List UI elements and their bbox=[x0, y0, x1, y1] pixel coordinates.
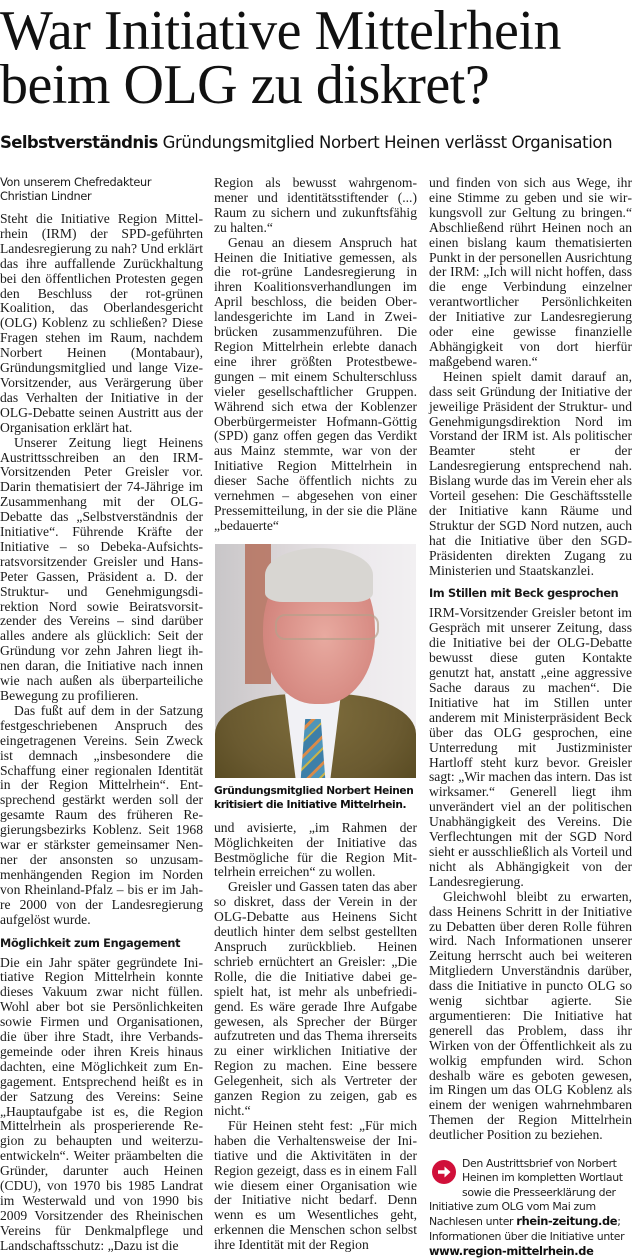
paragraph: und finden von sich aus Wege, ihr eine Stimme zu geben und sie wirkungsvoll zur Geltung zu bringen.“ Abschließend rührt Heinen noch an einen bislang kaum thematisierten Punkt in der personellen Ausrichtung der IRM: „Ich will nicht hoffen, dass die enge Verbindung einzelner verantwortlicher Persönlichkeiten der Initiative zur Landesregierung oder eine gewisse finanzielle Abhängigkeit von dort hierfür maßgebend waren.“ bbox=[429, 175, 632, 369]
subheadline-text: Gründungsmitglied Norbert Heinen verlässt Organisation bbox=[162, 133, 613, 152]
paragraph: Für Heinen steht fest: „Für mich haben die Verhaltensweise der Initiative und die Aktivitäten in der Region gezeigt, dass es in einem Fall wie diesem einer Organisation wie der Initiative nicht bedarf. Denn wenn es um Wesentliches geht, erkennen die Menschen schon selbst ihre Identität mit der Region bbox=[214, 1117, 417, 1253]
paragraph: Gleichwohl bleibt zu erwarten, dass Heinens Schritt in der Initiative zu Debatten über deren Rolle führen wird. Nach Informationen unserer Zeitung herrscht auch bei weiteren Mitgliedern Unverständnis darüber, dass die Initiative in puncto OLG so wenig sichtbar agierte. Sie argumentieren: Die Initiative hat generell das Problem, dass ihr Wirken von der Öffentlichkeit als zu wolkig empfunden wird. Schon deshalb wäre es geboten gewesen, im Ringen um das OLG Koblenz als einem der wenigen wahrnehmbaren Themen der Region Mittelrhein deutlicher Position zu beziehen. bbox=[429, 888, 632, 1143]
arrow-right-circle-icon bbox=[432, 1160, 456, 1184]
kicker: Selbstverständnis bbox=[0, 133, 158, 152]
column-3 bbox=[429, 176, 632, 1259]
portrait-photo bbox=[215, 544, 416, 778]
section-subhead: Möglichkeit zum Engagement bbox=[0, 936, 181, 950]
photo-caption: Gründungsmitglied Norbert Heinen kritisiert die Initiative Mittelrhein. bbox=[214, 784, 414, 811]
headline-line-1: War Initiative Mittelrhein bbox=[0, 0, 561, 62]
byline-role: Von unserem Chefredakteur bbox=[0, 176, 152, 189]
link-region-mittelrhein[interactable]: www.region-mittelrhein.de bbox=[429, 1243, 594, 1258]
column-2 bbox=[214, 176, 417, 1253]
paragraph: Das fußt auf dem in der Satzung festgeschriebenen Anspruch des eingetragenen Vereins. Sein Zweck ist demnach „insbesondere die Schaffung einer regionalen Identität in der Region Mittelrhein“. Entsprechend gestärkt werden soll der gesamte Raum des früheren Regierungsbezirks Koblenz. Seit 1968 war er stärkster gemeinsamer Nenner der ansonsten so unzusammenhängenden Region im Norden von Rheinland-Pfalz – bis er im Jahre 2000 von der Landesregierung aufgelöst wurde. bbox=[0, 702, 203, 927]
link-rhein-zeitung[interactable]: rhein-zeitung.de bbox=[516, 1214, 618, 1229]
paragraph: Heinen spielt damit darauf an, dass seit Gründung der Initiative der jeweilige Präsident der Struktur- und Genehmigungsdirektion Nord im Vorstand der IRM ist. Als politischer Beamter steht er der Landesregierung entsprechend nah. Bislang wurde das im Verein eher als Vorteil gesehen: Die Geschäftsstelle der Initiative kann Räume und Struktur der SGD Nord nutzen, auch hat die Initiative über den SGD-Präsidenten direkten Zugang zu Ministerien und Staatskanzlei. bbox=[429, 368, 632, 578]
paragraph: Unserer Zeitung liegt Heinens Austrittsschreiben an den IRM-Vorsitzenden Peter Greisler vor. Darin thematisiert der 74-Jährige im Zusammenhang mit der OLG-Debatte das „Selbstverständnis der Initiative“. Führende Kräfte der Initiative – so Debeka-Aufsichtsratsvorsitzender Greisler und Hans-Peter Gassen, Präsident a. D. der Struktur- und Genehmigungsdirektion Nord sowie Beiratsvorsitzender des Vereins – sind darüber alles andere als glücklich: Seit der Gründung vor zehn Jahren liegt ihnen daran, die Initiative nach innen wie nach außen als überparteiliche Bewegung zu profilieren. bbox=[0, 434, 203, 703]
info-text: Den Austrittsbrief von Norbert Heinen im kompletten Wortlaut sowie die Presseerklärung der Initiative zum OLG vom Mai zum Nachlesen unter bbox=[429, 1157, 623, 1229]
paragraph: IRM-Vorsitzender Greisler betont im Gespräch mit unserer Zeitung, dass die Initiative bei der OLG-Debatte bewusst diese guten Kontakte genutzt hat, anstatt „eine aggressive Sache daraus zu machen“. Die Initiative hat im Stillen unter anderem mit Ministerpräsident Beck über das OLG gesprochen, eine Unterredung mit Justizminister Hartloff steht kurz bevor. Greisler sagt: „Wir machen das intern. Das ist wirksamer.“ Generell liegt ihm unverändert viel an der politischen Unabhängigkeit des Vereins. Die Verflechtungen mit der SGD Nord sieht er ausschließlich als Vorteil und nicht als Abhängigkeit von der Landesregierung. bbox=[429, 605, 632, 889]
headline-line-2: beim OLG zu diskret? bbox=[0, 54, 490, 116]
paragraph: Genau an diesem Anspruch hat Heinen die Initiative gemessen, als die rot-grüne Landesregierung in ihren Koalitionsverhandlungen im April beschloss, die beiden Oberlandesgerichte im Land in Zweibrücken zusammenzuführen. Die Region Mittelrhein erlebte danach eine ihrer größten Protestbewegungen – mit einem Schulterschluss vieler gesellschaftlicher Gruppen. Während sich etwa der Koblenzer Oberbürgermeister Hofmann-Göttig (SPD) ganz offen gegen das Verdikt aus Mainz stemmte, war von der Initiative Region Mittelrhein in dieser Sache öffentlich nichts zu vernehmen – abgesehen von einer Pressemitteilung, in der sie die Pläne „bedauerte“ bbox=[214, 234, 417, 533]
section-subhead: Im Stillen mit Beck gesprochen bbox=[429, 587, 619, 601]
paragraph: Steht die Initiative Region Mittelrhein (IRM) der SPD-geführten Landesregierung zu nah? Und erklärt das ihre auffallende Zurückhaltung bei den öffentlichen Protesten gegen den Beschluss der rot-grünen Koalition, das Oberlandesgericht (OLG) Koblenz zu schließen? Diese Fragen stehen im Raum, nachdem Norbert Heinen (Montabaur), Gründungsmitglied und lange Vize-Vorsitzender, aus Verärgerung über das Verhalten der Initiative in der OLG-Debatte seinen Austritt aus der Organisation erklärt hat. bbox=[0, 211, 203, 435]
byline-author: Christian Lindner bbox=[0, 190, 92, 203]
subheadline bbox=[0, 133, 632, 152]
headline bbox=[0, 0, 632, 116]
info-text: ; Informationen über die Initiative unter bbox=[429, 1215, 625, 1243]
paragraph: Region als bewusst wahrgenommener und identitätsstiftender (...) Raum zu sichern und zukunftsfähig zu halten.“ bbox=[214, 175, 417, 235]
byline bbox=[0, 176, 203, 204]
column-1 bbox=[0, 176, 203, 1254]
paragraph: Greisler und Gassen taten das aber so diskret, dass der Verein in der OLG-Debatte aus Heinens Sicht deutlich hinter dem selbst gestellten Anspruch zurückblieb. Heinen schrieb ernüchtert an Greisler: „Die Rolle, die die Initiative dabei gespielt hat, ist mehr als unbefriedigend. Es wäre gerade Ihre Aufgabe gewesen, als Sprecher der Bürger aufzutreten und das Thema ihrerseits zu einer wirklichen Initiative der Region zu machen. Eine bessere Gelegenheit, sich als Vertreter der ganzen Region zu zeigen, gab es nicht.“ bbox=[214, 879, 417, 1118]
info-box bbox=[429, 1157, 632, 1259]
paragraph: und avisierte, „im Rahmen der Möglichkeiten der Initiative das Bestmögliche für die Region Mittelrhein erreichen“ zu wollen. bbox=[214, 819, 417, 880]
paragraph: Die ein Jahr später gegründete Initiative Region Mittelrhein konnte dieses Vakuum zwar nicht füllen. Wohl aber bot sie Persönlichkeiten sowie Firmen und Organisationen, die über ihre Stadt, ihre Verbandsgemeinde oder ihren Kreis hinaus dachten, eine Möglichkeit zum Engagement. Entsprechend heißt es in der Satzung des Vereins: Seine „Hauptaufgabe ist es, die Region Mittelrhein als prosperierende Region zu behaupten und weiterzuentwickeln“. Weiter präambelten die Gründer, darunter auch Heinen (CDU), von 1970 bis 1985 Landrat im Westerwald und von 1990 bis 2009 Vorsitzender des Rheinischen Vereins für Denkmalpflege und Landschaftsschutz: „Dazu ist die bbox=[0, 954, 203, 1253]
